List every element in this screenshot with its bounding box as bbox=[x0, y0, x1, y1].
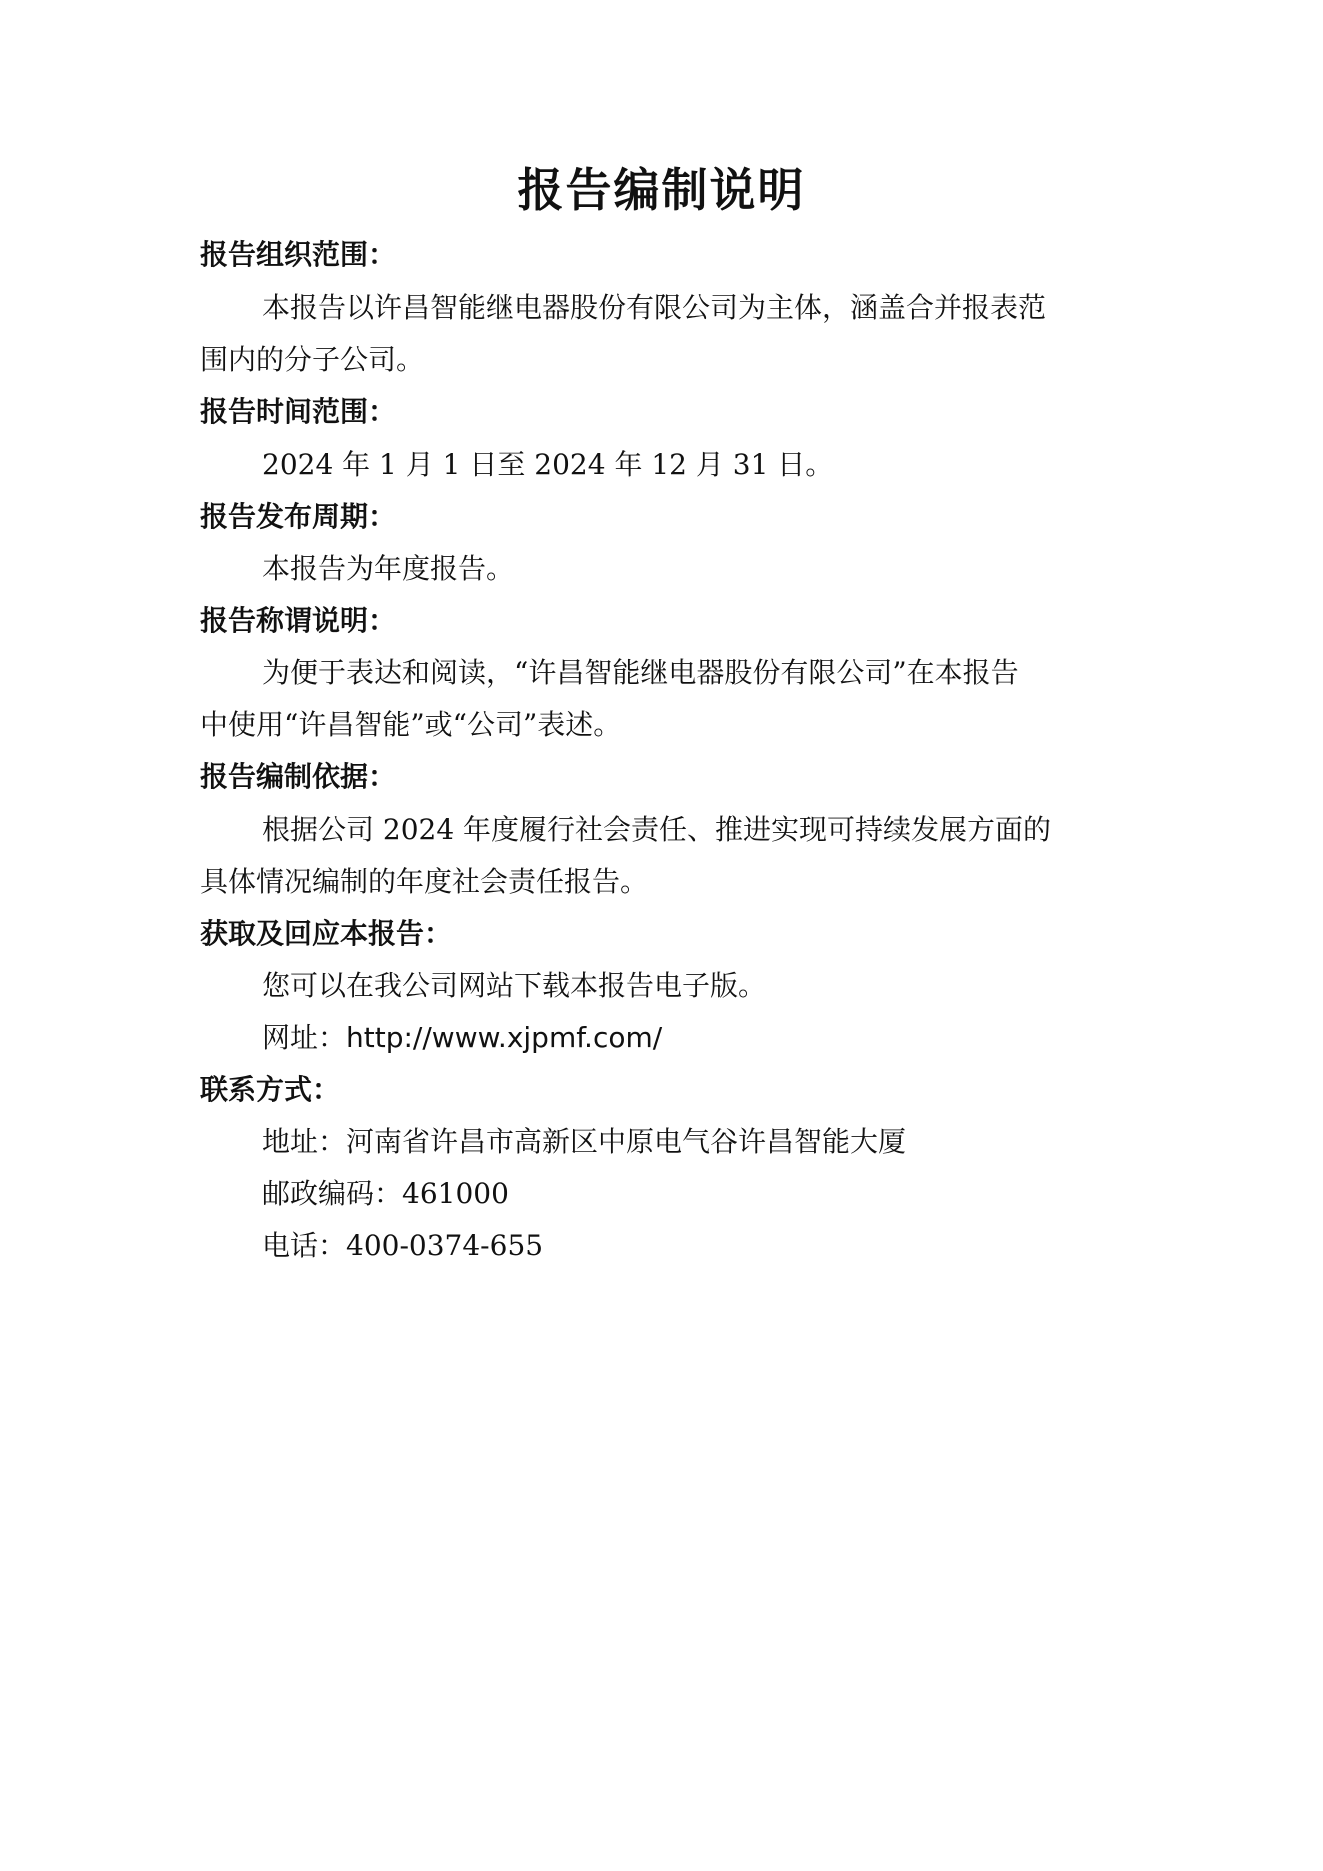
scope-text-line-1: 本报告以许昌智能继电器股份有限公司为主体，涵盖合并报表范 bbox=[262, 291, 1047, 324]
access-text: 您可以在我公司网站下载本报告电子版。 bbox=[262, 969, 767, 1002]
naming-text-line-1: 为便于表达和阅读，“许昌智能继电器股份有限公司”在本报告 bbox=[262, 656, 1019, 689]
contact-address: 地址：河南省许昌市高新区中原电气谷许昌智能大厦 bbox=[262, 1125, 907, 1158]
contact-postcode: 邮政编码：461000 bbox=[262, 1177, 509, 1210]
contact-phone: 电话：400-0374-655 bbox=[262, 1229, 544, 1262]
period-text: 2024 年 1 月 1 日至 2024 年 12 月 31 日。 bbox=[262, 448, 834, 481]
section-heading-naming: 报告称谓说明： bbox=[200, 604, 397, 637]
section-heading-period: 报告时间范围： bbox=[200, 395, 397, 428]
basis-text-line-1: 根据公司 2024 年度履行社会责任、推进实现可持续发展方面的 bbox=[262, 813, 1052, 846]
section-heading-cycle: 报告发布周期： bbox=[200, 500, 397, 533]
section-heading-basis: 报告编制依据： bbox=[200, 760, 397, 793]
basis-text-line-2: 具体情况编制的年度社会责任报告。 bbox=[200, 865, 649, 898]
section-heading-scope: 报告组织范围： bbox=[200, 238, 397, 271]
website-line bbox=[262, 1018, 662, 1058]
page-title: 报告编制说明 bbox=[517, 163, 806, 217]
section-heading-contact: 联系方式： bbox=[200, 1073, 341, 1106]
section-heading-access: 获取及回应本报告： bbox=[200, 917, 453, 950]
scope-text-line-2: 围内的分子公司。 bbox=[200, 343, 425, 376]
website-label: 网址： bbox=[262, 1021, 347, 1054]
cycle-text: 本报告为年度报告。 bbox=[262, 552, 515, 585]
naming-text-line-2: 中使用“许昌智能”或“公司”表述。 bbox=[200, 708, 622, 741]
website-link[interactable]: http://www.xjpmf.com/ bbox=[346, 1021, 663, 1054]
